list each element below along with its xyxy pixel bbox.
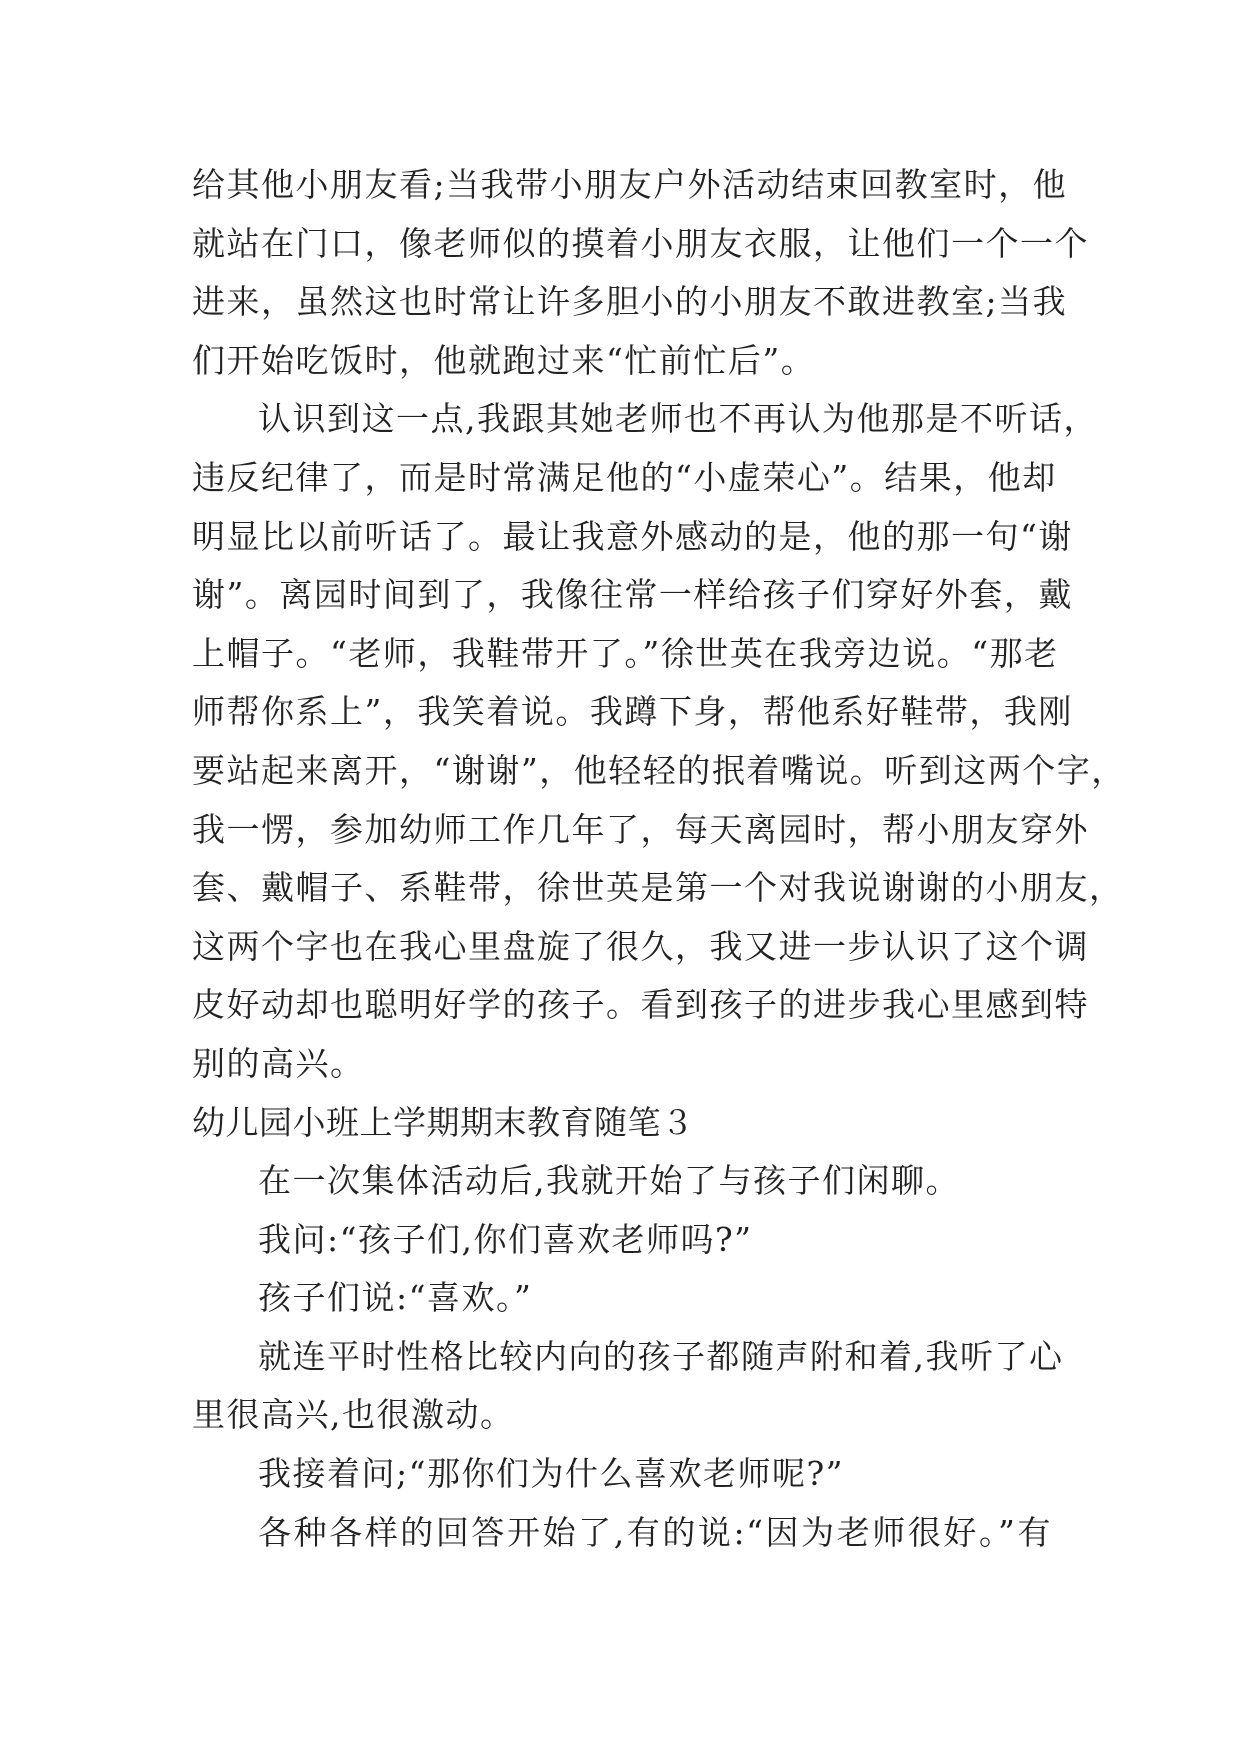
text-line: 就站在门口，像老师似的摸着小朋友衣服，让他们一个一个 <box>192 223 1089 263</box>
text-line: 我问:“孩子们,你们喜欢老师吗?” <box>258 1219 753 1259</box>
text-line: 进来，虽然这也时常让许多胆小的小朋友不敢进教室;当我 <box>192 282 1068 322</box>
text-line: 各种各样的回答开始了,有的说:“因为老师很好。”有 <box>258 1512 1052 1552</box>
document-body <box>192 156 1126 1562</box>
text-line: 就连平时性格比较内向的孩子都随声附和着,我听了心 <box>258 1336 1064 1376</box>
text-line: 要站起来离开，“谢谢”，他轻轻的抿着嘴说。听到这两个字， <box>192 750 1126 790</box>
text-line: 们开始吃饭时，他就跑过来“忙前忙后”。 <box>192 340 816 380</box>
text-line: 这两个字也在我心里盘旋了很久，我又进一步认识了这个调 <box>192 926 1089 966</box>
text-line: 里很高兴,也很激动。 <box>192 1395 515 1435</box>
text-line: 在一次集体活动后,我就开始了与孩子们闲聊。 <box>258 1161 960 1201</box>
text-line: 别的高兴。 <box>192 1043 365 1083</box>
text-line: 皮好动却也聪明好学的孩子。看到孩子的进步我心里感到特 <box>192 985 1089 1025</box>
text-line: 我一愣，参加幼师工作几年了，每天离园时，帮小朋友穿外 <box>192 809 1089 849</box>
text-line: 谢”。离园时间到了，我像往常一样给孩子们穿好外套，戴 <box>192 575 1073 615</box>
text-line: 认识到这一点,我跟其她老师也不再认为他那是不听话， <box>258 399 1098 439</box>
text-line: 给其他小朋友看;当我带小朋友户外活动结束回教室时，他 <box>192 165 1068 204</box>
text-line: 我接着问;“那你们为什么喜欢老师呢?” <box>258 1454 845 1494</box>
text-line: 孩子们说:“喜欢。” <box>258 1278 533 1318</box>
text-line: 明显比以前听话了。最让我意外感动的是，他的那一句“谢 <box>192 516 1073 556</box>
text-line: 套、戴帽子、系鞋带，徐世英是第一个对我说谢谢的小朋友， <box>192 868 1124 908</box>
text-line: 上帽子。“老师，我鞋带开了。”徐世英在我旁边说。“那老 <box>192 633 1059 673</box>
section-heading: 幼儿园小班上学期期末教育随笔３ <box>192 1102 695 1142</box>
text-line: 师帮你系上”，我笑着说。我蹲下身，帮他系好鞋带，我刚 <box>192 692 1073 732</box>
text-line: 违反纪律了，而是时常满足他的“小虚荣心”。结果，他却 <box>192 457 1057 497</box>
